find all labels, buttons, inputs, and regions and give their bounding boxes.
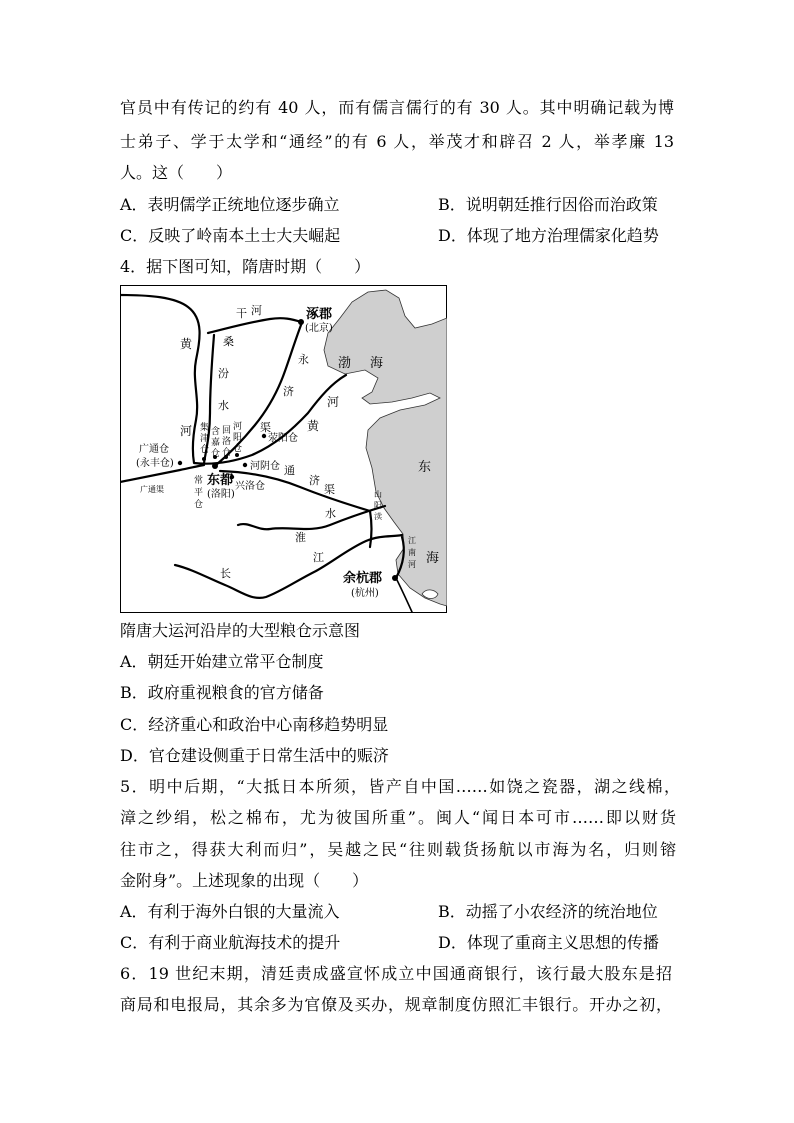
guangtong-granary-dot <box>178 461 182 465</box>
yellow-river-upper-label-char-2: 河 <box>180 424 193 438</box>
q4-option-d[interactable]: D．官仓建设侧重于日常生活中的赈济 <box>120 746 389 765</box>
bohai-label-char-2: 海 <box>370 356 384 371</box>
jijin-label-char-2: 津 <box>200 434 210 444</box>
yongji-label-char-3: 渠 <box>260 421 271 434</box>
q5-stem-line-2: 漳之纱绢，松之棉布，尤为彼国所重”。闽人“闻日本可市……即以财货 <box>120 808 676 827</box>
donghai-label-char-1: 东 <box>418 460 432 475</box>
yongji-label-char-2: 济 <box>283 385 294 398</box>
huai-label-char-1: 淮 <box>295 531 306 544</box>
q5-option-d[interactable]: D．体现了重商主义思想的传播 <box>438 933 659 952</box>
zhuojun-modern-label: (北京) <box>305 323 333 334</box>
q5-stem-line-4: 金附身”。上述现象的出现（ ） <box>120 871 369 890</box>
jiangnan-label-char-3: 河 <box>408 560 416 569</box>
shanyang-label-char-2: 阳 <box>374 501 382 510</box>
changping-label-char-2: 平 <box>194 488 204 498</box>
jijin-label-char-1: 集 <box>200 423 210 433</box>
q3-option-c[interactable]: C．反映了岭南本土士大夫崛起 <box>120 226 341 245</box>
sanggan-label-char-1: 桑 <box>223 335 234 348</box>
shanyang-label-char-1: 山 <box>374 490 382 499</box>
huiluo-label-char-2: 洛 <box>222 437 232 447</box>
jijin-label-char-3: 仓 <box>200 445 210 455</box>
q5-option-c[interactable]: C．有利于商业航海技术的提升 <box>120 933 341 952</box>
bohai-label-char-1: 渤 <box>338 356 352 371</box>
q4-option-a[interactable]: A．朝廷开始建立常平仓制度 <box>120 652 324 671</box>
huiluo-label-char-1: 回 <box>222 426 232 436</box>
yuhang-dot <box>392 575 398 581</box>
q3-stem-line-3: 人。这（ ） <box>120 163 233 182</box>
yuhang-modern-label: (杭州) <box>351 588 379 599</box>
zhuojun-label: 涿郡 <box>306 307 333 322</box>
q3-stem-line-1: 官员中有传记的约有 40 人，而有儒言儒行的有 30 人。其中明确记载为博 <box>120 98 674 117</box>
guangtong-granary-label: 广通仓 <box>139 444 169 455</box>
hanjia-label-char-2: 嘉 <box>211 438 221 448</box>
yangtze-label-char-1: 长 <box>220 567 231 580</box>
shanyang-label-char-3: 渎 <box>374 512 382 521</box>
q3-option-b[interactable]: B．说明朝廷推行因俗而治政策 <box>438 195 658 214</box>
q3-stem-line-2: 士弟子、学于太学和“通经”的有 6 人，举茂才和辟召 2 人，举孝廉 13 <box>120 132 674 151</box>
q4-stem: 4．据下图可知，隋唐时期（ ） <box>120 257 371 276</box>
yangtze-label-char-2: 江 <box>313 551 324 564</box>
tongji-label-char-3: 渠 <box>324 483 335 496</box>
huiluo-label-char-3: 仓 <box>222 448 232 458</box>
xingyang-granary-label: 荥阳仓 <box>268 433 298 444</box>
q6-stem-line-1: 6．19 世纪末期，清廷责成盛宣怀成立中国通商银行，该行最大股东是招 <box>120 964 672 983</box>
xingyang-granary-dot <box>262 434 266 438</box>
jiangnan-label-char-1: 江 <box>408 536 416 545</box>
heyin-granary-label: 河阴仓 <box>250 461 280 472</box>
zhuojun-dot <box>298 319 304 325</box>
dongdu-dot <box>212 463 218 469</box>
tongji-label-char-2: 济 <box>309 474 320 487</box>
fen-label-char-2: 水 <box>218 399 229 412</box>
q5-stem-line-1: 5．明中后期，“大抵日本所须，皆产自中国……如饶之瓷器，湖之线棉， <box>120 777 680 796</box>
heyang-label-char-3: 仓 <box>233 444 243 454</box>
yellow-river-lower-label-char-1: 黄 <box>307 419 320 433</box>
guangtong-canal-label: 广通渠 <box>140 485 164 494</box>
grain-map <box>120 285 447 613</box>
q5-stem-line-3: 往市之，得获大利而归”，吴越之民“往则载货扬航以市海为名，归则镕 <box>120 840 676 859</box>
dongdu-label: 东都 <box>207 473 234 488</box>
map-caption: 隋唐大运河沿岸的大型粮仓示意图 <box>120 621 361 640</box>
xingluo-granary-label: 兴洛仓 <box>235 481 265 492</box>
yellow-river-upper-label-char-1: 黄 <box>180 337 193 351</box>
dongdu-modern-label: (洛阳) <box>207 489 235 500</box>
tongji-label-char-1: 通 <box>284 464 295 477</box>
sanggan-label-char-2: 干 <box>236 307 247 320</box>
donghai-label-char-2: 海 <box>426 551 440 566</box>
q4-option-b[interactable]: B．政府重视粮食的官方储备 <box>120 683 324 702</box>
jiangnan-label-char-2: 南 <box>408 548 416 557</box>
jijin-granary-dot <box>202 457 206 461</box>
q5-option-a[interactable]: A．有利于海外白银的大量流入 <box>120 902 340 921</box>
sanggan-label-char-3: 河 <box>251 304 262 317</box>
q5-option-b[interactable]: B．动摇了小农经济的统治地位 <box>438 902 658 921</box>
yuhang-label: 余杭郡 <box>343 571 383 586</box>
yongji-label-char-1: 永 <box>298 353 309 366</box>
changping-label-char-3: 仓 <box>194 500 204 510</box>
huai-label-char-2: 水 <box>325 507 336 520</box>
q3-option-a[interactable]: A．表明儒学正统地位逐步确立 <box>120 195 340 214</box>
yellow-river-lower-label-char-2: 河 <box>327 395 340 409</box>
q6-stem-line-2: 商局和电报局，其余多为官僚及买办，规章制度仿照汇丰银行。开办之初， <box>120 995 672 1014</box>
changping-label-char-1: 常 <box>194 476 204 486</box>
hanjia-label-char-3: 仓 <box>211 449 221 459</box>
yongfeng-granary-label: (永丰仓) <box>136 458 174 469</box>
q4-option-c[interactable]: C．经济重心和政治中心南移趋势明显 <box>120 715 389 734</box>
heyang-label-char-1: 河 <box>233 422 243 432</box>
q3-option-d[interactable]: D．体现了地方治理儒家化趋势 <box>438 226 659 245</box>
fen-label-char-1: 汾 <box>218 367 229 380</box>
heyin-granary-dot <box>243 463 247 467</box>
hanjia-label-char-1: 含 <box>211 427 221 437</box>
heyang-label-char-2: 阳 <box>233 433 243 443</box>
